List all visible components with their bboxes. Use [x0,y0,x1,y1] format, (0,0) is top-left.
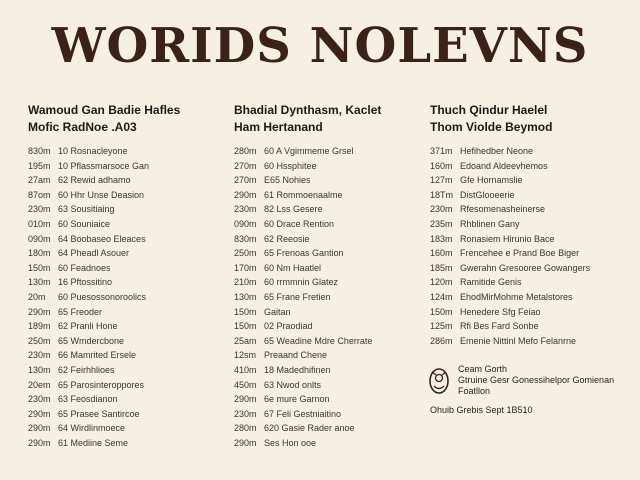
list-item [234,275,424,290]
item-time: 18Tm [430,189,454,200]
list-item [28,378,218,393]
item-time: 290m [28,408,51,419]
list-item [234,217,424,232]
list-item [234,319,424,334]
column-3-header-line2: Thom Violde Beymod [430,120,553,134]
item-time: 235m [430,218,453,229]
item-label: Ronasiem Hirunio Bace [460,233,555,244]
list-item [28,144,218,159]
item-label: 60 Drace Rention [264,218,335,229]
column-2 [234,102,424,450]
item-label: 62 Reeosie [264,233,310,244]
item-time: 250m [234,248,257,259]
column-1-list [28,144,218,450]
list-item [234,290,424,305]
item-time: 210m [234,277,257,288]
item-label: 65 Wmdercbone [58,335,125,346]
item-label: 62 Pranli Hone [58,321,118,332]
list-item [430,275,620,290]
list-item [28,261,218,276]
item-time: 230m [28,204,51,215]
item-label: Gwerahn Gresooree Gowangers [460,262,591,273]
item-time: 20em [28,379,51,390]
item-time: 170m [234,262,257,273]
item-label: 63 Nwod onlts [264,379,322,390]
list-item [234,392,424,407]
column-3-header-line1: Thuch Qindur Haelel [430,103,548,117]
column-3-header [430,102,620,136]
item-time: 410m [234,364,257,375]
item-time: 280m [234,423,257,434]
item-label: 620 Gasie Rader anoe [264,423,355,434]
item-time: 150m [28,262,51,273]
item-label: 65 Frenoas Gantion [264,248,344,259]
footer-note: Ohuib Grebis Sept 1B510 [430,405,533,415]
item-label: 65 Weadine Mdre Cherrate [264,335,373,346]
item-label: 62 Feirhhlioes [58,364,115,375]
list-item [28,319,218,334]
column-3-list [430,144,620,348]
item-label: 60 rrmmnin Glatez [264,277,339,288]
list-item [430,202,620,217]
item-label: Hefihedber Neone [460,146,534,156]
item-time: 185m [430,262,453,273]
item-label: 67 Feli Gestniaitino [264,408,342,419]
item-label: 61 Mediine Seme [58,437,129,448]
item-time: 130m [28,277,51,288]
list-item [430,334,620,349]
item-time: 290m [28,437,51,448]
item-time: 830m [28,146,51,156]
list-item [234,407,424,422]
item-time: 127m [430,175,453,186]
item-time: 450m [234,379,257,390]
list-item [234,261,424,276]
item-label: EhodMirMohme Metalstores [460,291,573,302]
list-item [28,348,218,363]
list-item [28,232,218,247]
list-item [28,173,218,188]
item-time: 87om [28,189,51,200]
list-item [430,319,620,334]
list-item [28,202,218,217]
list-item [28,159,218,174]
item-time: 290m [234,189,257,200]
item-label: Ramitide Genis [460,277,522,288]
item-time: 290m [28,423,51,434]
item-time: 180m [28,248,51,259]
item-time: 120m [430,277,453,288]
list-item [234,436,424,451]
item-time: 150m [430,306,453,317]
list-item [234,159,424,174]
item-label: 18 Madedhifinen [264,364,331,375]
item-label: Ses Hon ooe [264,437,317,448]
item-label: 64 Boobaseo Eleaces [58,233,146,244]
column-1 [28,102,218,450]
stamp-line3: Foatllon [458,386,491,396]
column-1-header-line1: Wamoud Gan Badie Hafles [28,103,181,117]
list-item [28,334,218,349]
list-item [28,305,218,320]
stamp-line2: Gtruine Gesr Gonessihelpor Gomienan [458,375,615,385]
list-item [28,275,218,290]
item-label: 60 A Vgimmeme Grsel [264,146,354,156]
item-label: 60 Souniaice [58,218,111,229]
item-label: 60 Nm Haatlel [264,262,322,273]
item-label: Henedere Sfg Feiao [460,306,541,317]
item-label: 65 Parosinteroppores [58,379,145,390]
item-time: 280m [234,146,257,156]
item-label: 65 Prasee Santircoe [58,408,140,419]
item-label: Preaand Chene [264,350,328,361]
item-time: 130m [28,364,51,375]
stamp-line1: Ceam Gorth [458,364,508,374]
item-time: 090m [28,233,51,244]
item-label: 63 Feosdianon [58,394,118,405]
item-label: Rhblinen Gany [460,218,520,229]
item-label: 64 Pheadl Asouer [58,248,130,259]
item-time: 290m [234,437,257,448]
list-item [430,305,620,320]
item-label: 10 Rosnacleyone [58,146,128,156]
list-item [28,421,218,436]
item-label: DistGlooeerie [460,189,515,200]
list-item [28,217,218,232]
crest-icon [428,366,450,396]
item-time: 20m [28,291,46,302]
item-time: 090m [234,218,257,229]
list-item [234,421,424,436]
item-label: Emenie Nittinl Mefo Felanrne [460,335,577,346]
list-item [234,202,424,217]
list-item [234,348,424,363]
item-time: 371m [430,146,453,156]
column-1-header [28,102,218,136]
item-label: 02 Praodiad [264,321,313,332]
item-time: 124m [430,291,453,302]
item-label: 82 Lss Gesere [264,204,323,215]
item-label: E65 Nohies [264,175,311,186]
item-time: 270m [234,160,257,171]
list-item [430,232,620,247]
item-label: 65 Frane Fretien [264,291,331,302]
item-time: 290m [28,306,51,317]
item-time: 125m [430,321,453,332]
item-time: 189m [28,321,51,332]
list-item [430,290,620,305]
list-item [28,188,218,203]
item-time: 830m [234,233,257,244]
item-time: 250m [28,335,51,346]
item-time: 286m [430,335,453,346]
stamp-text [458,364,614,397]
item-time: 25am [234,335,257,346]
list-item [430,159,620,174]
item-label: 10 Pflassmarsoce Gan [58,160,150,171]
item-label: 16 Pftossitino [58,277,113,288]
item-label: Rfi Bes Fard Sonbe [460,321,539,332]
list-item [430,217,620,232]
list-item [28,363,218,378]
item-label: 60 Hhr Unse Deasion [58,189,145,200]
item-time: 230m [430,204,453,215]
list-item [234,144,424,159]
item-time: 230m [28,350,51,361]
item-label: Gaitan [264,306,291,317]
list-item [28,290,218,305]
item-time: 230m [28,394,51,405]
item-time: 195m [28,160,51,171]
item-label: 66 Mamrited Ersele [58,350,137,361]
item-label: 61 Rommoenaalme [264,189,343,200]
list-item [28,246,218,261]
item-label: Gfe Hornamslie [460,175,523,186]
list-item [28,392,218,407]
list-item [234,378,424,393]
item-time: 150m [234,306,257,317]
item-time: 290m [234,394,257,405]
list-item [430,246,620,261]
item-time: 150m [234,321,257,332]
item-time: 27am [28,175,51,186]
item-time: 130m [234,291,257,302]
list-item [234,188,424,203]
list-item [430,261,620,276]
column-2-header-line1: Bhadial Dynthasm, Kaclet [234,103,382,117]
list-item [234,363,424,378]
item-time: 12sm [234,350,257,361]
item-label: 65 Freoder [58,306,103,317]
item-time: 160m [430,248,453,259]
item-label: 63 Sousitiaing [58,204,115,215]
item-label: Rfesomenasheinerse [460,204,546,215]
item-time: 230m [234,408,257,419]
list-item [28,407,218,422]
list-item [28,436,218,451]
item-time: 160m [430,160,453,171]
list-item [234,232,424,247]
item-label: 60 Puesossonoroolics [58,291,147,302]
list-item [234,246,424,261]
item-label: 6e mure Garnon [264,394,330,405]
list-item [430,144,620,159]
item-label: 60 Feadnoes [58,262,111,273]
item-label: 60 Hssphitee [264,160,317,171]
item-time: 010m [28,218,51,229]
column-2-header-line2: Ham Hertanand [234,120,323,134]
page-title: WORIDS NOLEVNS [51,18,589,74]
item-time: 270m [234,175,257,186]
list-item [234,173,424,188]
column-2-header [234,102,424,136]
list-item [430,173,620,188]
item-time: 183m [430,233,453,244]
list-item [430,188,620,203]
list-item [234,305,424,320]
item-label: 62 Rewid adhamo [58,175,131,186]
column-2-list [234,144,424,450]
item-time: 230m [234,204,257,215]
column-1-header-line2: Mofic RadNoe .A03 [28,120,137,134]
item-label: 64 Wirdlinmoece [58,423,126,434]
item-label: Edoand Aldeevhemos [460,160,548,171]
item-label: Frencehee e Prand Boe Biger [460,248,580,259]
list-item [234,334,424,349]
column-3 [430,102,620,348]
